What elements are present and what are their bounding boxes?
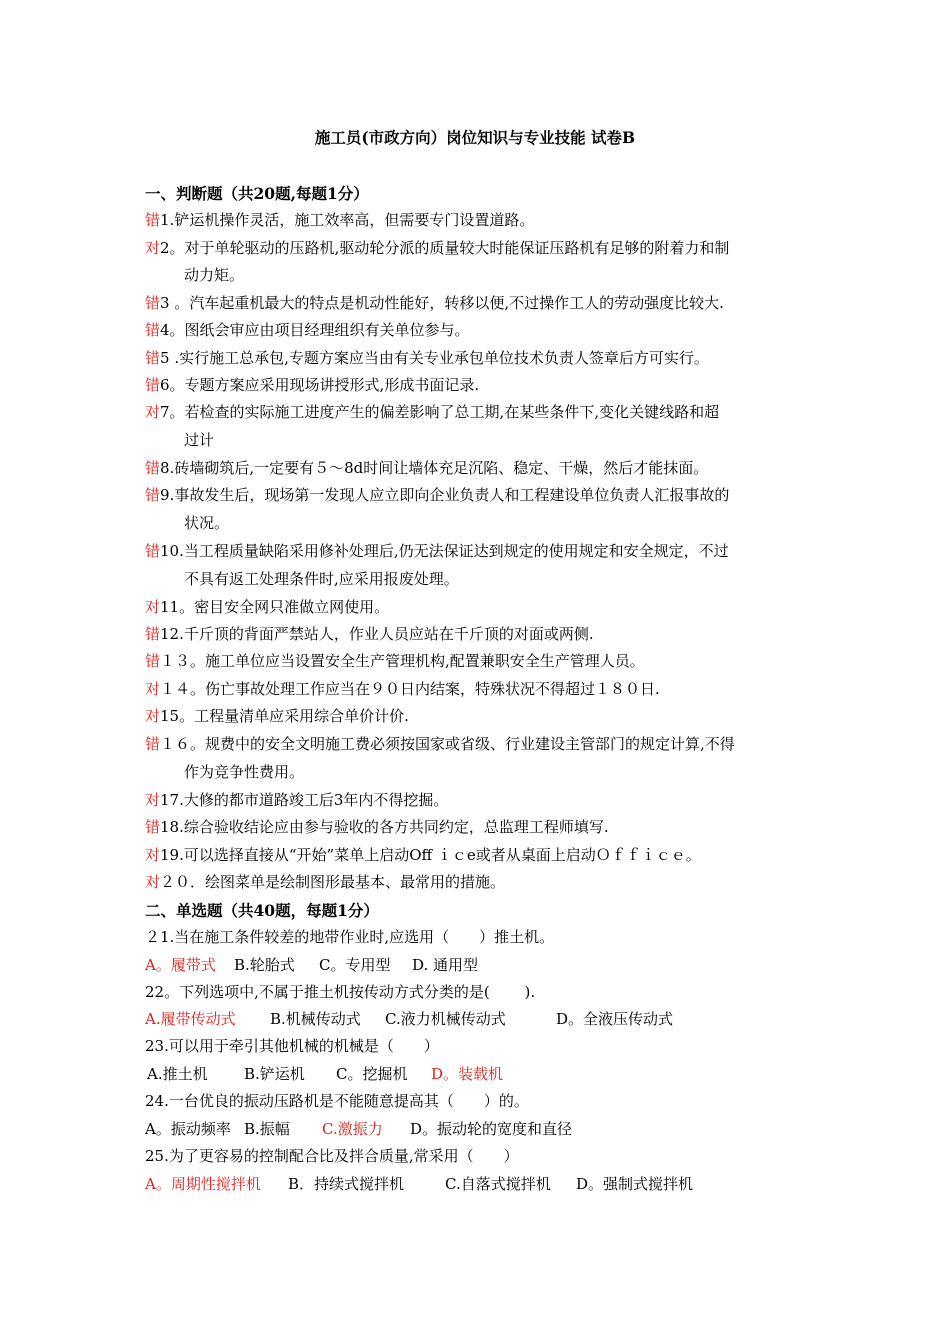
judgement-item	[145, 210, 534, 230]
option-d: D。全液压传动式	[556, 1010, 674, 1028]
judgement-item	[145, 402, 719, 422]
option-d: D。振动轮的宽度和直径	[410, 1120, 573, 1138]
item-continuation: 动力矩。	[184, 266, 245, 284]
item-text: 1.铲运机操作灵活，施工效率高，但需要专门设置道路。	[160, 211, 535, 229]
item-text: 3 。汽车起重机最大的特点是机动性能好，转移以便,不过操作工人的劳动强度比较大.	[160, 294, 724, 312]
question-text: 23.可以用于牵引其他机械的机械是（ ）	[145, 1037, 439, 1055]
item-continuation: 过计	[184, 431, 215, 449]
judgement-item	[145, 293, 724, 313]
judgement-item	[145, 348, 709, 368]
item-text: 19.可以选择直接从“开始”菜单上启动Off ｉｃe或者从桌面上启动Ｏｆｆｉｃｅ。	[160, 846, 701, 864]
judgement-item	[145, 651, 645, 671]
section2-heading: 二、单选题（共40题，每题1分）	[145, 901, 379, 920]
item-text: 8.砖墙砌筑后,一定要有５～8d时间让墙体充足沉陷、稳定、干燥，然后才能抹面。	[160, 459, 709, 477]
option-b: B.振幅	[244, 1120, 290, 1138]
judgement-item	[145, 597, 389, 617]
answer-mark: 对	[145, 846, 161, 864]
option-d: D。强制式搅拌机	[576, 1175, 694, 1193]
answer-mark: 对	[145, 707, 161, 725]
answer-mark: 错	[145, 211, 161, 229]
judgement-item	[145, 790, 448, 810]
item-text: 11。密目安全网只准做立网使用。	[160, 598, 390, 616]
judgement-item	[145, 485, 729, 505]
option-a-correct: A。周期性搅拌机	[145, 1175, 261, 1193]
option-a: A.推土机	[147, 1065, 208, 1083]
judgement-item	[145, 817, 609, 837]
item-text: 7。若检查的实际施工进度产生的偏差影响了总工期,在某些条件下,变化关键线路和超	[160, 403, 720, 421]
answer-mark: 错	[145, 294, 161, 312]
item-text: 12.千斤顶的背面严禁站人，作业人员应站在千斤顶的对面或两侧.	[160, 625, 594, 643]
judgement-item	[145, 706, 409, 726]
item-text: ２０．绘图菜单是绘制图形最基本、最常用的措施。	[160, 873, 506, 891]
option-b: B.轮胎式	[234, 956, 295, 974]
answer-mark: 对	[145, 598, 161, 616]
judgement-item	[145, 679, 660, 699]
answer-mark: 对	[145, 791, 161, 809]
option-b: B．持续式搅拌机	[288, 1175, 405, 1193]
question-text: 25.为了更容易的控制配合比及拌合质量,常采用（ ）	[145, 1147, 519, 1165]
option-a-correct: A。履带式	[145, 956, 216, 974]
question-text: ２1.当在施工条件较差的地带作业时,应选用（ ）推土机。	[145, 928, 555, 946]
item-continuation: 状况。	[184, 514, 230, 532]
answer-mark: 错	[145, 542, 161, 560]
judgement-item	[145, 845, 701, 865]
answer-mark: 对	[145, 403, 161, 421]
item-text: 5 .实行施工总承包,专题方案应当由有关专业承包单位技术负责人签章后方可实行。	[160, 349, 709, 367]
item-continuation: 作为竞争性费用。	[184, 763, 305, 781]
item-text: 9.事故发生后，现场第一发现人应立即向企业负责人和工程建设单位负责人汇报事故的	[160, 486, 730, 504]
answer-mark: 错	[145, 486, 161, 504]
item-text: 4。图纸会审应由项目经理组织有关单位参与。	[160, 321, 470, 339]
judgement-item	[145, 238, 729, 258]
judgement-item	[145, 872, 505, 892]
judgement-item	[145, 541, 729, 561]
answer-mark: 错	[145, 818, 161, 836]
question-text: 24.一台优良的振动压路机是不能随意提高其（ ）的。	[145, 1092, 529, 1110]
answer-mark: 对	[145, 873, 161, 891]
question-text: 22。下列选项中,不属于推土机按传动方式分类的是( ).	[145, 983, 536, 1001]
option-a-correct: A.履带传动式	[145, 1010, 236, 1028]
option-c: C.自落式搅拌机	[445, 1175, 551, 1193]
answer-mark: 错	[145, 735, 161, 753]
item-text: １４。伤亡事故处理工作应当在９０日内结案，特殊状况不得超过１８０日.	[160, 680, 660, 698]
option-b: B.铲运机	[244, 1065, 305, 1083]
item-text: 6。专题方案应采用现场讲授形式,形成书面记录.	[160, 376, 480, 394]
answer-mark: 对	[145, 239, 161, 257]
item-text: １６。规费中的安全文明施工费必须按国家或省级、行业建设主管部门的规定计算,不得	[160, 735, 735, 753]
answer-mark: 错	[145, 652, 161, 670]
option-b: B.机械传动式	[270, 1010, 361, 1028]
judgement-item	[145, 320, 470, 340]
judgement-item	[145, 458, 708, 478]
option-c: C.液力机械传动式	[385, 1010, 506, 1028]
answer-mark: 错	[145, 459, 161, 477]
answer-mark: 错	[145, 321, 161, 339]
option-d: D. 通用型	[412, 956, 479, 974]
judgement-item	[145, 734, 735, 754]
answer-mark: 错	[145, 349, 161, 367]
answer-mark: 错	[145, 625, 161, 643]
item-text: 17.大修的都市道路竣工后3年内不得挖掘。	[160, 791, 449, 809]
option-c: C。专用型	[319, 956, 391, 974]
item-text: 10.当工程质量缺陷采用修补处理后,仍无法保证达到规定的使用规定和安全规定，不过	[160, 542, 729, 560]
item-text: 15。工程量清单应采用综合单价计价.	[160, 707, 409, 725]
document-title: 施工员(市政方向）岗位知识与专业技能 试卷B	[314, 128, 636, 147]
answer-mark: 错	[145, 376, 161, 394]
judgement-item	[145, 375, 479, 395]
option-a: A。振动频率	[145, 1120, 231, 1138]
item-text: １３。施工单位应当设置安全生产管理机构,配置兼职安全生产管理人员。	[160, 652, 645, 670]
judgement-item	[145, 624, 594, 644]
item-text: 18.综合验收结论应由参与验收的各方共同约定，总监理工程师填写.	[160, 818, 609, 836]
item-text: 2。对于单轮驱动的压路机,驱动轮分派的质量较大时能保证压路机有足够的附着力和制	[160, 239, 730, 257]
answer-mark: 对	[145, 680, 161, 698]
section1-heading: 一、判断题（共20题,每题1分）	[145, 184, 369, 203]
option-c-correct: C.激振力	[322, 1120, 383, 1138]
item-continuation: 不具有返工处理条件时,应采用报废处理。	[184, 570, 459, 588]
option-d-correct: D。装载机	[431, 1065, 504, 1083]
option-c: C。挖掘机	[336, 1065, 408, 1083]
